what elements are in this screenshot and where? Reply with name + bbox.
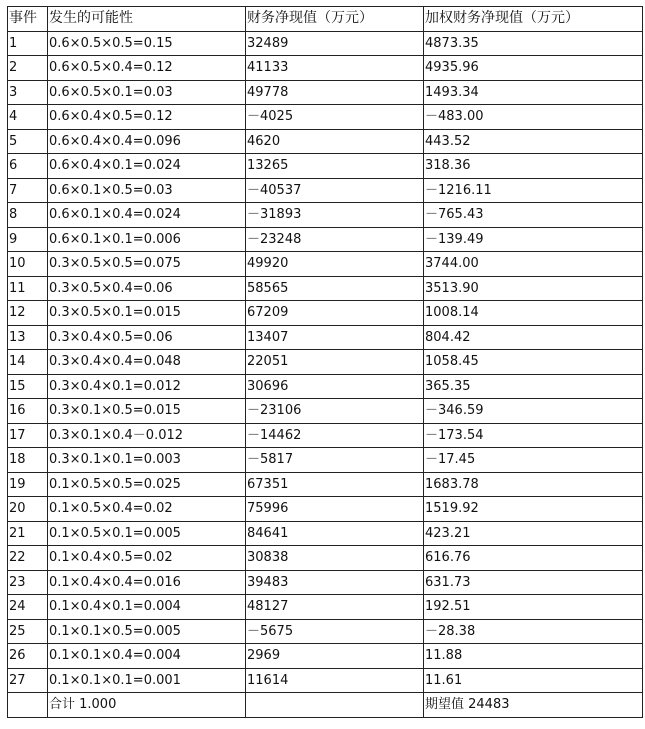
cell-npv: 67351 (246, 472, 424, 497)
table-row (8, 472, 643, 497)
cell-event: 14 (8, 350, 48, 375)
cell-weighted-npv: －346.59 (424, 399, 643, 424)
cell-probability: 0.6×0.1×0.5=0.03 (48, 178, 246, 203)
cell-weighted-npv: －28.38 (424, 619, 643, 644)
cell-probability: 0.3×0.4×0.5=0.06 (48, 325, 246, 350)
cell-npv: －40537 (246, 178, 424, 203)
cell-npv: 39483 (246, 570, 424, 595)
cell-event: 6 (8, 154, 48, 179)
cell-probability: 0.1×0.5×0.5=0.025 (48, 472, 246, 497)
cell-weighted-npv: －765.43 (424, 203, 643, 228)
cell-event: 1 (8, 31, 48, 56)
npv-probability-table (7, 6, 643, 718)
cell-npv: －31893 (246, 203, 424, 228)
cell-event: 25 (8, 619, 48, 644)
table-row (8, 252, 643, 277)
table-row (8, 497, 643, 522)
cell-event: 21 (8, 521, 48, 546)
cell-weighted-npv: －173.54 (424, 423, 643, 448)
footer-total-probability: 合计 1.000 (48, 693, 246, 718)
table-row (8, 203, 643, 228)
cell-npv: －5675 (246, 619, 424, 644)
cell-weighted-npv: －1216.11 (424, 178, 643, 203)
cell-event: 15 (8, 374, 48, 399)
table-row (8, 129, 643, 154)
cell-event: 9 (8, 227, 48, 252)
cell-probability: 0.6×0.5×0.1=0.03 (48, 80, 246, 105)
table-row (8, 227, 643, 252)
cell-npv: 22051 (246, 350, 424, 375)
cell-weighted-npv: 365.35 (424, 374, 643, 399)
cell-npv: 84641 (246, 521, 424, 546)
cell-weighted-npv: 3744.00 (424, 252, 643, 277)
cell-npv: 41133 (246, 56, 424, 81)
cell-probability: 0.6×0.5×0.4=0.12 (48, 56, 246, 81)
cell-probability: 0.1×0.5×0.4=0.02 (48, 497, 246, 522)
cell-probability: 0.1×0.1×0.5=0.005 (48, 619, 246, 644)
cell-probability: 0.3×0.5×0.4=0.06 (48, 276, 246, 301)
cell-weighted-npv: 11.88 (424, 644, 643, 669)
table-row (8, 350, 643, 375)
cell-event: 23 (8, 570, 48, 595)
table-row (8, 546, 643, 571)
footer-cell-event (8, 693, 48, 718)
cell-npv: 75996 (246, 497, 424, 522)
cell-npv: 48127 (246, 595, 424, 620)
cell-npv: 32489 (246, 31, 424, 56)
table-row (8, 595, 643, 620)
cell-event: 11 (8, 276, 48, 301)
cell-weighted-npv: 192.51 (424, 595, 643, 620)
cell-probability: 0.1×0.1×0.4=0.004 (48, 644, 246, 669)
table-row (8, 619, 643, 644)
table-row (8, 105, 643, 130)
table-row (8, 31, 643, 56)
cell-probability: 0.3×0.4×0.4=0.048 (48, 350, 246, 375)
cell-probability: 0.3×0.1×0.1=0.003 (48, 448, 246, 473)
table-body (8, 31, 643, 693)
cell-probability: 0.3×0.5×0.1=0.015 (48, 301, 246, 326)
cell-probability: 0.1×0.1×0.1=0.001 (48, 668, 246, 693)
header-weighted-npv: 加权财务净现值（万元） (424, 7, 643, 32)
footer-cell-npv (246, 693, 424, 718)
cell-npv: 4620 (246, 129, 424, 154)
table-row (8, 374, 643, 399)
cell-weighted-npv: 4873.35 (424, 31, 643, 56)
cell-weighted-npv: 804.42 (424, 325, 643, 350)
header-row (8, 7, 643, 32)
cell-probability: 0.3×0.1×0.5=0.015 (48, 399, 246, 424)
cell-weighted-npv: 318.36 (424, 154, 643, 179)
cell-probability: 0.6×0.1×0.4=0.024 (48, 203, 246, 228)
cell-event: 22 (8, 546, 48, 571)
cell-npv: －23106 (246, 399, 424, 424)
table-row (8, 644, 643, 669)
cell-weighted-npv: －17.45 (424, 448, 643, 473)
cell-weighted-npv: 3513.90 (424, 276, 643, 301)
cell-weighted-npv: 1683.78 (424, 472, 643, 497)
cell-probability: 0.1×0.4×0.4=0.016 (48, 570, 246, 595)
cell-npv: 58565 (246, 276, 424, 301)
header-event: 事件 (8, 7, 48, 32)
cell-event: 16 (8, 399, 48, 424)
cell-event: 7 (8, 178, 48, 203)
cell-event: 3 (8, 80, 48, 105)
cell-probability: 0.6×0.4×0.5=0.12 (48, 105, 246, 130)
cell-event: 26 (8, 644, 48, 669)
cell-event: 10 (8, 252, 48, 277)
cell-event: 18 (8, 448, 48, 473)
cell-weighted-npv: 1519.92 (424, 497, 643, 522)
cell-npv: －23248 (246, 227, 424, 252)
cell-probability: 0.1×0.4×0.5=0.02 (48, 546, 246, 571)
cell-weighted-npv: 616.76 (424, 546, 643, 571)
cell-npv: 13407 (246, 325, 424, 350)
cell-probability: 0.1×0.5×0.1=0.005 (48, 521, 246, 546)
table-row (8, 80, 643, 105)
cell-event: 13 (8, 325, 48, 350)
cell-probability: 0.6×0.4×0.1=0.024 (48, 154, 246, 179)
cell-weighted-npv: 631.73 (424, 570, 643, 595)
table-row (8, 448, 643, 473)
table-row (8, 276, 643, 301)
table-row (8, 56, 643, 81)
cell-npv: 30838 (246, 546, 424, 571)
cell-npv: －14462 (246, 423, 424, 448)
cell-weighted-npv: －139.49 (424, 227, 643, 252)
table-row (8, 399, 643, 424)
cell-weighted-npv: 1008.14 (424, 301, 643, 326)
table-row (8, 570, 643, 595)
table-row (8, 178, 643, 203)
cell-probability: 0.6×0.4×0.4=0.096 (48, 129, 246, 154)
cell-probability: 0.6×0.1×0.1=0.006 (48, 227, 246, 252)
footer-row (8, 693, 643, 718)
table-row (8, 154, 643, 179)
cell-event: 19 (8, 472, 48, 497)
cell-npv: 2969 (246, 644, 424, 669)
cell-npv: 67209 (246, 301, 424, 326)
cell-npv: 13265 (246, 154, 424, 179)
table-row (8, 521, 643, 546)
cell-npv: 49778 (246, 80, 424, 105)
header-probability: 发生的可能性 (48, 7, 246, 32)
cell-probability: 0.3×0.1×0.4－0.012 (48, 423, 246, 448)
cell-weighted-npv: －483.00 (424, 105, 643, 130)
cell-event: 4 (8, 105, 48, 130)
cell-npv: －5817 (246, 448, 424, 473)
cell-npv: 49920 (246, 252, 424, 277)
cell-event: 17 (8, 423, 48, 448)
cell-probability: 0.1×0.4×0.1=0.004 (48, 595, 246, 620)
cell-weighted-npv: 4935.96 (424, 56, 643, 81)
cell-weighted-npv: 11.61 (424, 668, 643, 693)
table-row (8, 423, 643, 448)
cell-probability: 0.3×0.5×0.5=0.075 (48, 252, 246, 277)
cell-npv: 30696 (246, 374, 424, 399)
cell-event: 24 (8, 595, 48, 620)
cell-event: 12 (8, 301, 48, 326)
table-row (8, 668, 643, 693)
table-header (8, 7, 643, 32)
cell-event: 2 (8, 56, 48, 81)
table-footer (8, 693, 643, 718)
cell-npv: 11614 (246, 668, 424, 693)
cell-npv: －4025 (246, 105, 424, 130)
cell-event: 8 (8, 203, 48, 228)
footer-expected-value: 期望值 24483 (424, 693, 643, 718)
cell-event: 20 (8, 497, 48, 522)
table-row (8, 325, 643, 350)
cell-probability: 0.3×0.4×0.1=0.012 (48, 374, 246, 399)
cell-weighted-npv: 1493.34 (424, 80, 643, 105)
cell-weighted-npv: 443.52 (424, 129, 643, 154)
cell-probability: 0.6×0.5×0.5=0.15 (48, 31, 246, 56)
cell-weighted-npv: 423.21 (424, 521, 643, 546)
cell-event: 27 (8, 668, 48, 693)
header-npv: 财务净现值（万元） (246, 7, 424, 32)
cell-event: 5 (8, 129, 48, 154)
table-row (8, 301, 643, 326)
cell-weighted-npv: 1058.45 (424, 350, 643, 375)
